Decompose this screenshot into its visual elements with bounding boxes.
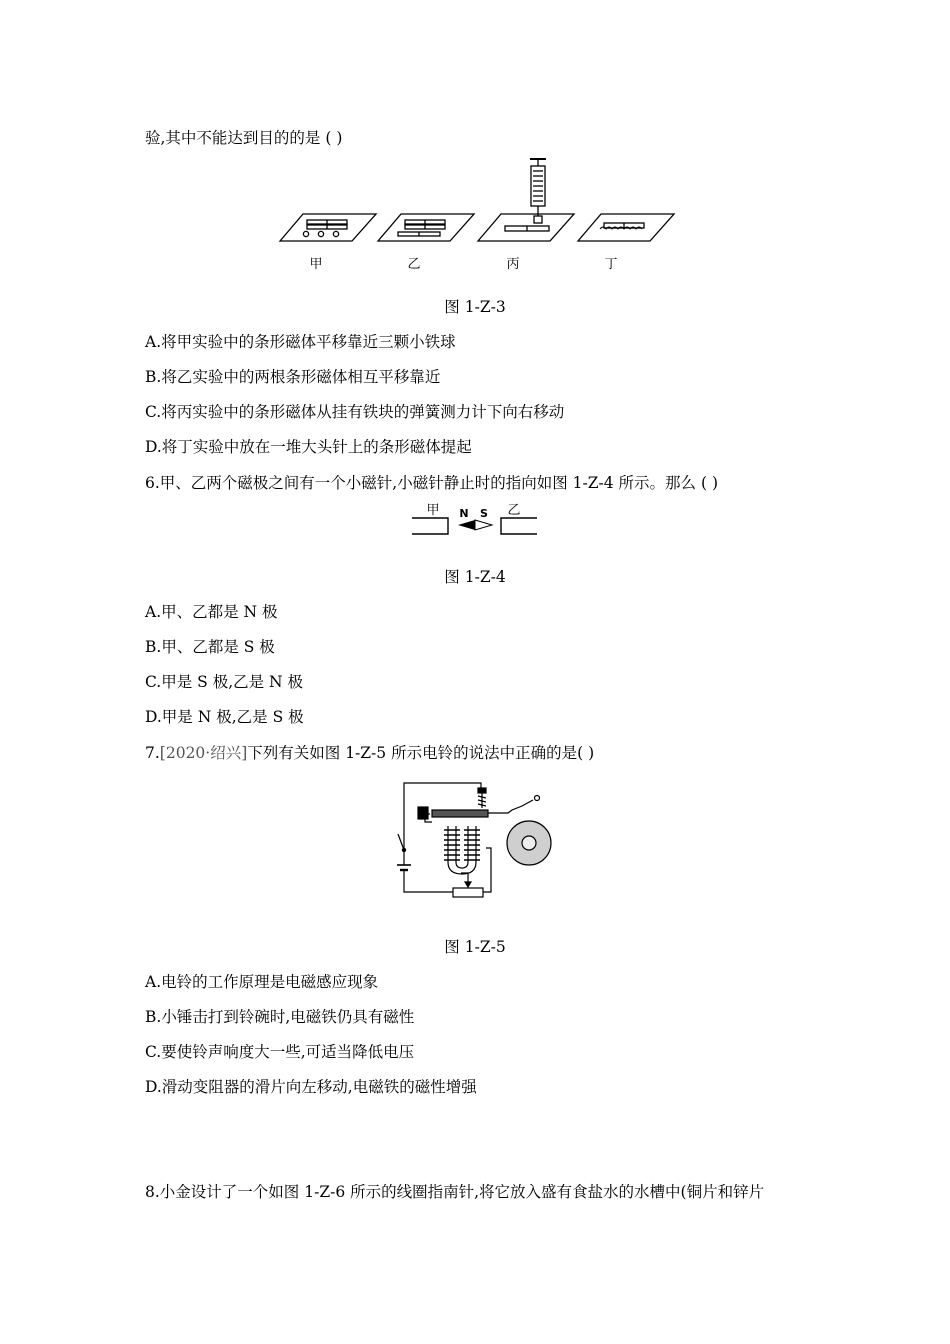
q6-option-a[interactable]: A.甲、乙都是 N 极	[145, 603, 278, 621]
q7-option-b[interactable]: B.小锤击打到铃碗时,电磁铁仍具有磁性	[145, 1008, 415, 1026]
fig4-needle-s-label: S	[480, 507, 488, 520]
fig3-label-ding: 丁	[604, 257, 618, 272]
q7-option-c[interactable]: C.要使铃声响度大一些,可适当降低电压	[145, 1043, 415, 1061]
figure-1-z-4	[0, 500, 950, 540]
q5-stem-tail: 验,其中不能达到目的的是 ( )	[145, 129, 343, 147]
q6-option-d[interactable]: D.甲是 N 极,乙是 S 极	[145, 708, 304, 726]
q5-option-d[interactable]: D.将丁实验中放在一堆大头针上的条形磁体提起	[145, 438, 472, 456]
q7-source-tag: [2020·绍兴]	[159, 744, 248, 762]
figure-1-z-3	[0, 150, 950, 290]
q6-option-b[interactable]: B.甲、乙都是 S 极	[145, 638, 275, 656]
fig3-caption: 图 1-Z-3	[444, 298, 506, 316]
q5-option-b[interactable]: B.将乙实验中的两根条形磁体相互平移靠近	[145, 368, 441, 386]
q7-option-a[interactable]: A.电铃的工作原理是电磁感应现象	[145, 973, 379, 991]
figure-1-z-5	[0, 770, 950, 910]
q7-text: 下列有关如图 1-Z-5 所示电铃的说法中正确的是( )	[247, 744, 595, 762]
q7-number: 7.	[145, 744, 160, 762]
fig3-label-jia: 甲	[309, 257, 323, 272]
q8-stem: 8.小金设计了一个如图 1-Z-6 所示的线圈指南针,将它放入盛有食盐水的水槽中(铜片和锌片	[145, 1183, 765, 1201]
fig4-caption: 图 1-Z-4	[444, 568, 506, 586]
q7-stem	[145, 743, 594, 763]
fig4-left-pole-label: 甲	[426, 503, 440, 518]
q7-option-d[interactable]: D.滑动变阻器的滑片向左移动,电磁铁的磁性增强	[145, 1078, 477, 1096]
fig4-needle-n-label: N	[459, 507, 469, 520]
fig3-label-yi: 乙	[407, 257, 421, 272]
q5-option-a[interactable]: A.将甲实验中的条形磁体平移靠近三颗小铁球	[145, 333, 456, 351]
fig3-label-bing: 丙	[506, 257, 520, 272]
q6-option-c[interactable]: C.甲是 S 极,乙是 N 极	[145, 673, 304, 691]
fig4-right-pole-label: 乙	[507, 503, 521, 518]
q5-option-c[interactable]: C.将丙实验中的条形磁体从挂有铁块的弹簧测力计下向右移动	[145, 403, 565, 421]
fig5-caption: 图 1-Z-5	[444, 938, 506, 956]
q6-stem: 6.甲、乙两个磁极之间有一个小磁针,小磁针静止时的指向如图 1-Z-4 所示。那么 ( )	[145, 474, 718, 492]
